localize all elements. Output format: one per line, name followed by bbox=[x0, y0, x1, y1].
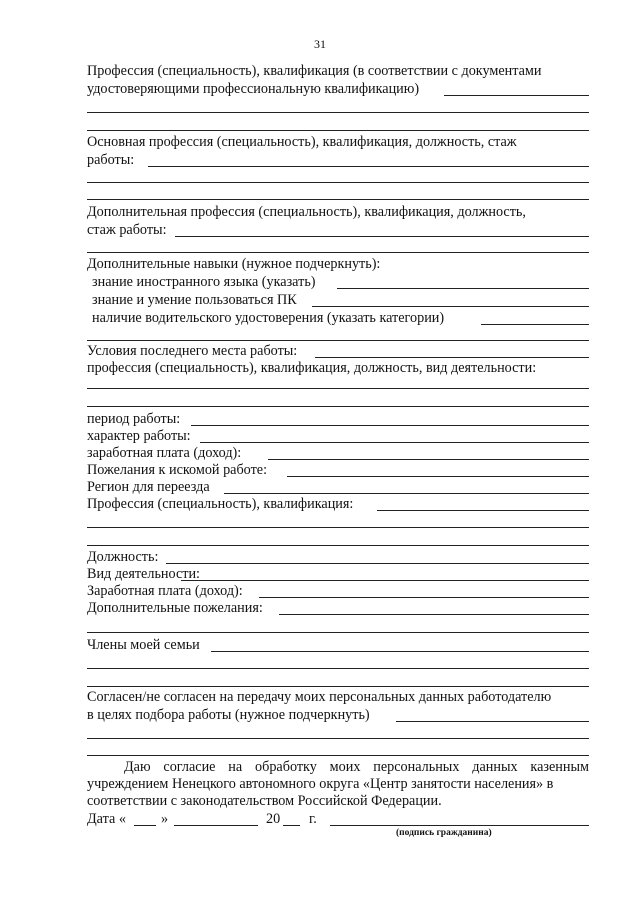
consent-processing-line2: учреждением Ненецкого автономного округа «Центр занятости населения» в bbox=[87, 776, 554, 792]
main-profession-label-line1: Основная профессия (специальность), квалификация, должность, стаж bbox=[87, 134, 517, 150]
wish-salary-field[interactable] bbox=[259, 597, 589, 598]
consent-transfer-field-extra[interactable] bbox=[87, 738, 589, 739]
activity-label: Вид деятельности: bbox=[87, 566, 200, 582]
wish-profession-field-extra[interactable] bbox=[87, 545, 589, 546]
skills-field-extra[interactable] bbox=[87, 340, 589, 341]
profession-field[interactable] bbox=[444, 95, 589, 96]
skill-pc[interactable]: знание и умение пользоваться ПК bbox=[92, 292, 297, 308]
last-job-profession-label: профессия (специальность), квалификация, должность, вид деятельности: bbox=[87, 360, 537, 376]
additional-profession-label-line1: Дополнительная профессия (специальность), квалификация, должность, bbox=[87, 204, 526, 220]
last-job-conditions-field[interactable] bbox=[315, 357, 589, 358]
main-profession-field-extra[interactable] bbox=[87, 199, 589, 200]
additional-wishes-field-extra[interactable] bbox=[87, 632, 589, 633]
additional-wishes-label: Дополнительные пожелания: bbox=[87, 600, 263, 616]
profession-label-line2: удостоверяющими профессиональную квалификацию) bbox=[87, 81, 420, 97]
wishes-field[interactable] bbox=[287, 476, 589, 477]
period-field[interactable] bbox=[191, 425, 589, 426]
driver-license-field[interactable] bbox=[481, 324, 589, 325]
family-field-extra[interactable] bbox=[87, 686, 589, 687]
wishes-heading: Пожелания к искомой работе: bbox=[87, 462, 268, 478]
last-job-conditions-label: Условия последнего места работы: bbox=[87, 343, 298, 359]
pc-skill-field[interactable] bbox=[312, 306, 589, 307]
consent-transfer-line1: Согласен/не согласен на передачу моих персональных данных работодателю bbox=[87, 689, 552, 705]
skill-foreign-language[interactable]: знание иностранного языка (указать) bbox=[92, 274, 316, 290]
date-year-suffix: г. bbox=[309, 811, 317, 827]
date-day-field[interactable] bbox=[134, 825, 156, 826]
additional-profession-field-extra[interactable] bbox=[87, 252, 589, 253]
date-label: Дата « bbox=[87, 811, 126, 827]
nature-label: характер работы: bbox=[87, 428, 191, 444]
activity-field[interactable] bbox=[181, 580, 589, 581]
date-month-field[interactable] bbox=[174, 825, 258, 826]
additional-profession-field[interactable] bbox=[175, 236, 589, 237]
profession-field-extra[interactable] bbox=[87, 130, 589, 131]
last-salary-label: заработная плата (доход): bbox=[87, 445, 242, 461]
additional-wishes-field[interactable] bbox=[279, 614, 589, 615]
consent-processing-line1: Даю согласие на обработку моих персональных данных казенным bbox=[124, 759, 589, 775]
wish-profession-label: Профессия (специальность), квалификация: bbox=[87, 496, 354, 512]
wish-profession-field[interactable] bbox=[377, 510, 589, 511]
region-label: Регион для переезда bbox=[87, 479, 210, 495]
date-year-prefix: 20 bbox=[266, 811, 281, 827]
profession-label-line1: Профессия (специальность), квалификация (в соответствии с документами bbox=[87, 63, 542, 79]
wish-profession-field-extra[interactable] bbox=[87, 527, 589, 528]
position-label: Должность: bbox=[87, 549, 159, 565]
family-label: Члены моей семьи bbox=[87, 637, 200, 653]
region-field[interactable] bbox=[224, 493, 589, 494]
last-job-profession-field[interactable] bbox=[87, 406, 589, 407]
main-profession-field[interactable] bbox=[148, 166, 589, 167]
consent-transfer-field-extra[interactable] bbox=[87, 755, 589, 756]
skill-driver-license[interactable]: наличие водительского удостоверения (указать категории) bbox=[92, 310, 445, 326]
wish-salary-label: Заработная плата (доход): bbox=[87, 583, 243, 599]
position-field[interactable] bbox=[166, 563, 589, 564]
additional-profession-label-line2: стаж работы: bbox=[87, 222, 167, 238]
consent-transfer-field[interactable] bbox=[396, 721, 589, 722]
main-profession-label-line2: работы: bbox=[87, 152, 135, 168]
consent-transfer-line2: в целях подбора работы (нужное подчеркнуть) bbox=[87, 707, 370, 723]
family-field-extra[interactable] bbox=[87, 668, 589, 669]
nature-field[interactable] bbox=[200, 442, 589, 443]
signature-caption: (подпись гражданина) bbox=[396, 828, 492, 838]
date-year-field[interactable] bbox=[283, 825, 300, 826]
consent-processing-line3: соответствии с законодательством Российской Федерации. bbox=[87, 793, 442, 809]
family-field[interactable] bbox=[211, 651, 589, 652]
skills-heading: Дополнительные навыки (нужное подчеркнуть): bbox=[87, 256, 381, 272]
page-number: 31 bbox=[314, 37, 326, 51]
main-profession-field-extra[interactable] bbox=[87, 182, 589, 183]
foreign-language-field[interactable] bbox=[337, 288, 589, 289]
profession-field-extra[interactable] bbox=[87, 112, 589, 113]
last-salary-field[interactable] bbox=[268, 459, 589, 460]
last-job-profession-field[interactable] bbox=[87, 388, 589, 389]
period-label: период работы: bbox=[87, 411, 181, 427]
date-quote-close: » bbox=[161, 811, 169, 827]
